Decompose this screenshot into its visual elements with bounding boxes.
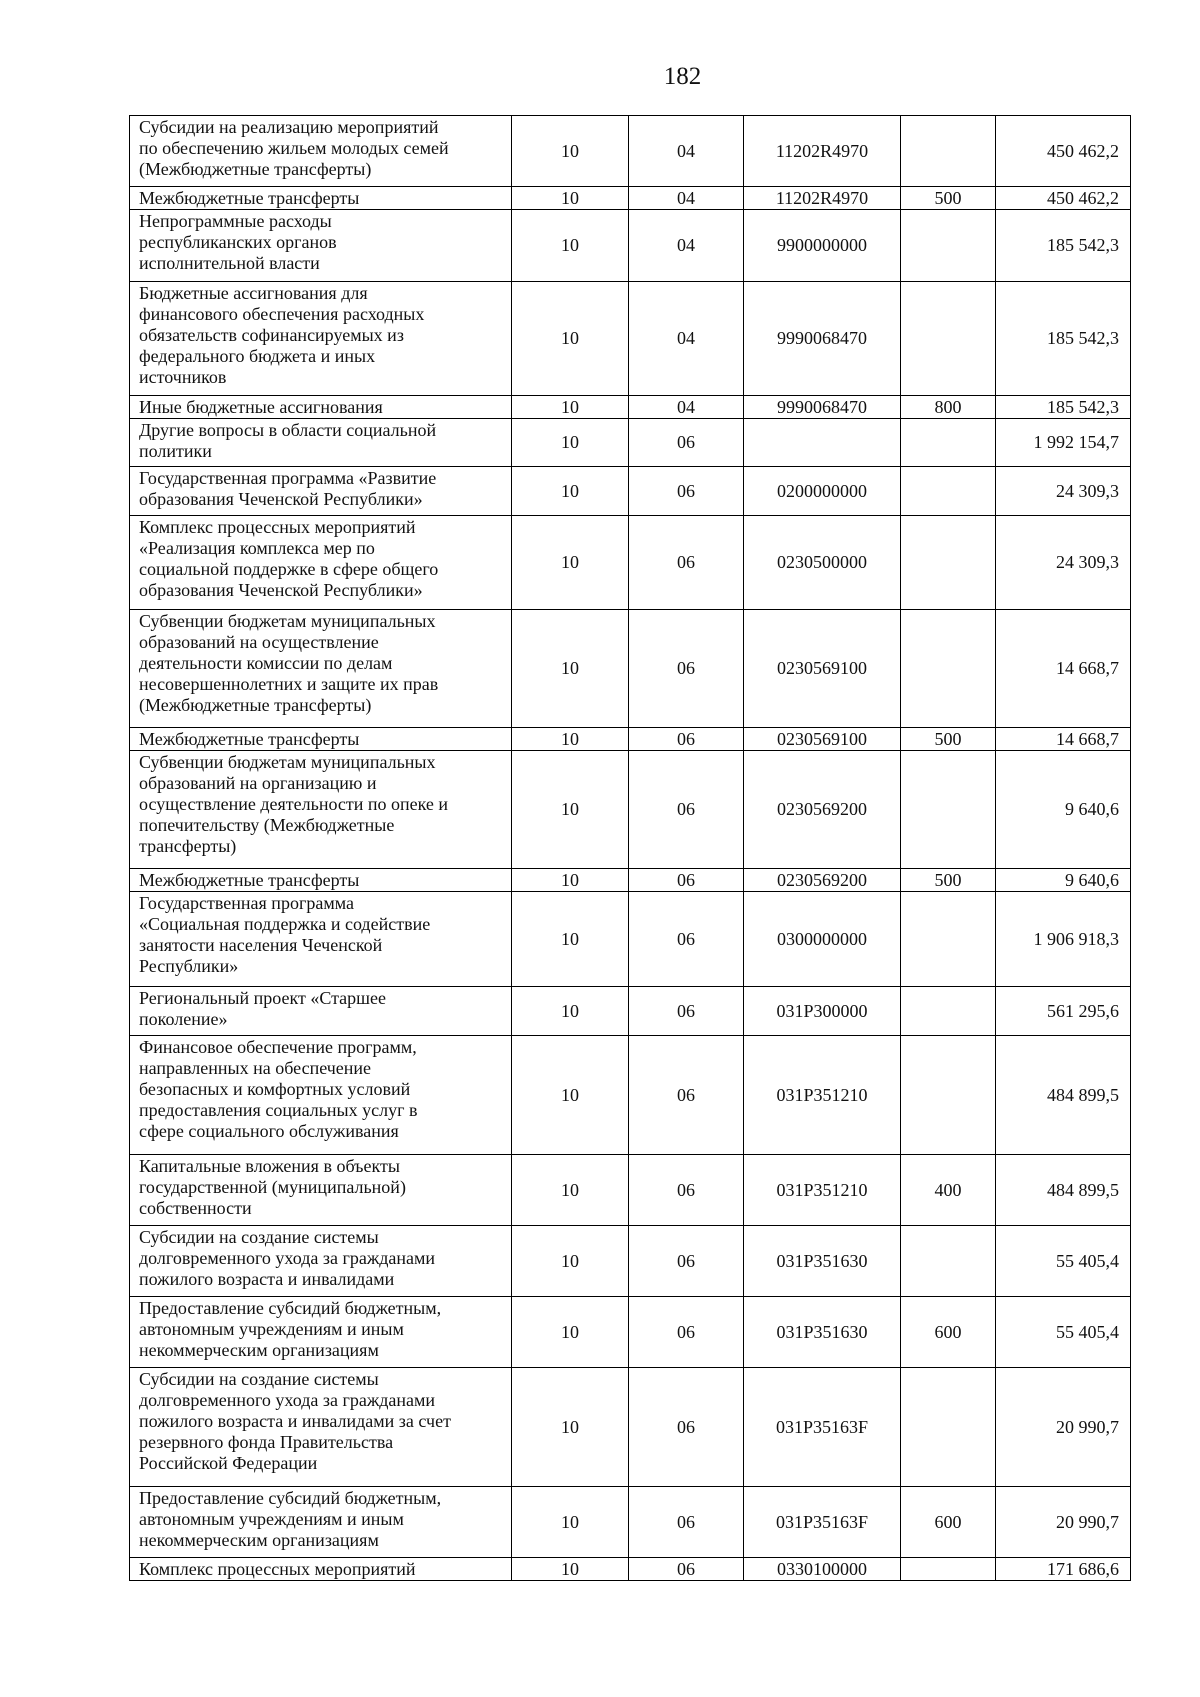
subsection-cell: 06	[629, 728, 744, 751]
row-name-line: образований на организацию и	[139, 773, 377, 793]
section-cell: 10	[512, 282, 629, 396]
row-name-line: Субсидии на создание системы	[139, 1227, 379, 1247]
section-cell: 10	[512, 516, 629, 610]
row-name-cell	[130, 419, 512, 467]
row-name-line: некоммерческим организациям	[139, 1530, 379, 1550]
table-row	[130, 1558, 1131, 1581]
subsection-cell: 06	[629, 1036, 744, 1155]
subsection-cell: 06	[629, 1487, 744, 1558]
target-article-cell: 031P35163F	[744, 1368, 901, 1487]
amount-cell: 24 309,3	[996, 467, 1131, 516]
row-name-line: Непрограммные расходы	[139, 211, 332, 231]
row-name-line: Субсидии на создание системы	[139, 1369, 379, 1389]
target-article-cell: 0230500000	[744, 516, 901, 610]
row-name-cell	[130, 987, 512, 1036]
budget-table-body	[130, 116, 1131, 1581]
target-article-cell: 031P351630	[744, 1297, 901, 1368]
amount-cell: 171 686,6	[996, 1558, 1131, 1581]
row-name-cell	[130, 1226, 512, 1297]
budget-table	[129, 115, 1131, 1581]
page-number: 182	[663, 63, 702, 90]
expense-type-cell	[901, 1558, 996, 1581]
target-article-cell: 9900000000	[744, 210, 901, 282]
subsection-cell: 06	[629, 869, 744, 892]
row-name-cell	[130, 751, 512, 869]
row-name-cell	[130, 1368, 512, 1487]
amount-cell: 561 295,6	[996, 987, 1131, 1036]
section-cell: 10	[512, 396, 629, 419]
row-name-line: резервного фонда Правительства	[139, 1432, 394, 1452]
row-name-line: трансферты)	[139, 836, 237, 856]
row-name-line: Субвенции бюджетам муниципальных	[139, 611, 436, 631]
section-cell: 10	[512, 1487, 629, 1558]
amount-cell: 185 542,3	[996, 282, 1131, 396]
section-cell: 10	[512, 419, 629, 467]
target-article-cell: 0230569100	[744, 610, 901, 728]
row-name-line: Другие вопросы в области социальной	[139, 420, 437, 440]
row-name-line: поколение»	[139, 1009, 228, 1029]
row-name-cell	[130, 282, 512, 396]
expense-type-cell	[901, 516, 996, 610]
subsection-cell: 06	[629, 1297, 744, 1368]
target-article-cell: 0200000000	[744, 467, 901, 516]
section-cell: 10	[512, 869, 629, 892]
row-name-cell	[130, 1297, 512, 1368]
row-name-line: безопасных и комфортных условий	[139, 1079, 411, 1099]
row-name-cell	[130, 116, 512, 187]
row-name-line: Российской Федерации	[139, 1453, 318, 1473]
row-name-line: попечительству (Межбюджетные	[139, 815, 395, 835]
row-name-line: (Межбюджетные трансферты)	[139, 159, 372, 179]
subsection-cell: 04	[629, 282, 744, 396]
row-name-line: Государственная программа	[139, 893, 354, 913]
target-article-cell: 0230569200	[744, 869, 901, 892]
row-name-line: «Социальная поддержка и содействие	[139, 914, 431, 934]
row-name-cell	[130, 1558, 512, 1581]
section-cell: 10	[512, 1558, 629, 1581]
row-name-line: федерального бюджета и иных	[139, 346, 376, 366]
target-article-cell: 031P35163F	[744, 1487, 901, 1558]
row-name-cell	[130, 467, 512, 516]
amount-cell: 185 542,3	[996, 210, 1131, 282]
row-name-line: Капитальные вложения в объекты	[139, 1156, 400, 1176]
amount-cell: 14 668,7	[996, 728, 1131, 751]
row-name-cell	[130, 1155, 512, 1226]
row-name-line: Субсидии на реализацию мероприятий	[139, 117, 439, 137]
row-name-cell	[130, 728, 512, 751]
row-name-line: республиканских органов	[139, 232, 337, 252]
row-name-line: социальной поддержке в сфере общего	[139, 559, 439, 579]
table-row	[130, 610, 1131, 728]
row-name-line: (Межбюджетные трансферты)	[139, 695, 372, 715]
target-article-cell: 9990068470	[744, 282, 901, 396]
amount-cell: 20 990,7	[996, 1368, 1131, 1487]
row-name-line: пожилого возраста и инвалидами за счет	[139, 1411, 451, 1431]
expense-type-cell: 400	[901, 1155, 996, 1226]
row-name-line: образования Чеченской Республики»	[139, 580, 423, 600]
table-row	[130, 516, 1131, 610]
row-name-line: собственности	[139, 1198, 252, 1218]
subsection-cell: 06	[629, 467, 744, 516]
expense-type-cell	[901, 1368, 996, 1487]
target-article-cell: 031P351630	[744, 1226, 901, 1297]
expense-type-cell: 500	[901, 728, 996, 751]
section-cell: 10	[512, 116, 629, 187]
row-name-line: Субвенции бюджетам муниципальных	[139, 752, 436, 772]
target-article-cell	[744, 419, 901, 467]
amount-cell: 1 992 154,7	[996, 419, 1131, 467]
table-row	[130, 892, 1131, 987]
row-name-line: занятости населения Чеченской	[139, 935, 383, 955]
target-article-cell: 11202R4970	[744, 116, 901, 187]
subsection-cell: 06	[629, 516, 744, 610]
table-row	[130, 396, 1131, 419]
table-row	[130, 116, 1131, 187]
row-name-cell	[130, 516, 512, 610]
expense-type-cell	[901, 892, 996, 987]
table-row	[130, 1487, 1131, 1558]
row-name-line: Межбюджетные трансферты	[139, 188, 360, 208]
section-cell: 10	[512, 210, 629, 282]
row-name-line: по обеспечению жильем молодых семей	[139, 138, 449, 158]
section-cell: 10	[512, 610, 629, 728]
section-cell: 10	[512, 1297, 629, 1368]
subsection-cell: 06	[629, 1368, 744, 1487]
expense-type-cell: 600	[901, 1487, 996, 1558]
row-name-line: Комплекс процессных мероприятий	[139, 517, 416, 537]
table-row	[130, 1368, 1131, 1487]
amount-cell: 484 899,5	[996, 1036, 1131, 1155]
row-name-line: Иные бюджетные ассигнования	[139, 397, 383, 417]
row-name-line: финансового обеспечения расходных	[139, 304, 425, 324]
expense-type-cell	[901, 210, 996, 282]
expense-type-cell	[901, 751, 996, 869]
expense-type-cell	[901, 282, 996, 396]
table-row	[130, 1036, 1131, 1155]
row-name-line: Финансовое обеспечение программ,	[139, 1037, 417, 1057]
amount-cell: 14 668,7	[996, 610, 1131, 728]
row-name-line: Государственная программа «Развитие	[139, 468, 437, 488]
row-name-line: образований на осуществление	[139, 632, 379, 652]
row-name-line: Предоставление субсидий бюджетным,	[139, 1488, 442, 1508]
subsection-cell: 06	[629, 1558, 744, 1581]
section-cell: 10	[512, 1368, 629, 1487]
row-name-line: исполнительной власти	[139, 253, 320, 273]
section-cell: 10	[512, 728, 629, 751]
amount-cell: 484 899,5	[996, 1155, 1131, 1226]
row-name-line: Межбюджетные трансферты	[139, 870, 360, 890]
section-cell: 10	[512, 1226, 629, 1297]
row-name-cell	[130, 187, 512, 210]
table-row	[130, 987, 1131, 1036]
row-name-line: предоставления социальных услуг в	[139, 1100, 418, 1120]
expense-type-cell: 600	[901, 1297, 996, 1368]
table-row	[130, 728, 1131, 751]
row-name-line: Региональный проект «Старшее	[139, 988, 387, 1008]
target-article-cell: 031P351210	[744, 1036, 901, 1155]
amount-cell: 55 405,4	[996, 1226, 1131, 1297]
amount-cell: 9 640,6	[996, 751, 1131, 869]
row-name-cell	[130, 210, 512, 282]
expense-type-cell	[901, 610, 996, 728]
subsection-cell: 06	[629, 751, 744, 869]
subsection-cell: 06	[629, 1155, 744, 1226]
table-row	[130, 467, 1131, 516]
row-name-line: источников	[139, 367, 227, 387]
expense-type-cell: 800	[901, 396, 996, 419]
subsection-cell: 06	[629, 419, 744, 467]
row-name-cell	[130, 1487, 512, 1558]
row-name-line: долговременного ухода за гражданами	[139, 1390, 436, 1410]
row-name-line: некоммерческим организациям	[139, 1340, 379, 1360]
amount-cell: 24 309,3	[996, 516, 1131, 610]
section-cell: 10	[512, 1036, 629, 1155]
row-name-line: сфере социального обслуживания	[139, 1121, 399, 1141]
row-name-line: Предоставление субсидий бюджетным,	[139, 1298, 442, 1318]
expense-type-cell	[901, 419, 996, 467]
amount-cell: 450 462,2	[996, 116, 1131, 187]
amount-cell: 20 990,7	[996, 1487, 1131, 1558]
target-article-cell: 0300000000	[744, 892, 901, 987]
subsection-cell: 04	[629, 187, 744, 210]
expense-type-cell: 500	[901, 869, 996, 892]
row-name-line: образования Чеченской Республики»	[139, 489, 423, 509]
amount-cell: 1 906 918,3	[996, 892, 1131, 987]
section-cell: 10	[512, 187, 629, 210]
subsection-cell: 06	[629, 610, 744, 728]
subsection-cell: 04	[629, 116, 744, 187]
target-article-cell: 11202R4970	[744, 187, 901, 210]
row-name-line: Республики»	[139, 956, 239, 976]
amount-cell: 9 640,6	[996, 869, 1131, 892]
row-name-line: автономным учреждениям и иным	[139, 1509, 404, 1529]
row-name-line: Бюджетные ассигнования для	[139, 283, 368, 303]
table-row	[130, 419, 1131, 467]
subsection-cell: 04	[629, 210, 744, 282]
row-name-line: автономным учреждениям и иным	[139, 1319, 404, 1339]
table-row	[130, 1155, 1131, 1226]
row-name-line: пожилого возраста и инвалидами	[139, 1269, 395, 1289]
section-cell: 10	[512, 1155, 629, 1226]
section-cell: 10	[512, 987, 629, 1036]
table-row	[130, 751, 1131, 869]
row-name-line: политики	[139, 441, 212, 461]
subsection-cell: 04	[629, 396, 744, 419]
row-name-line: направленных на обеспечение	[139, 1058, 372, 1078]
table-row	[130, 210, 1131, 282]
section-cell: 10	[512, 751, 629, 869]
target-article-cell: 0230569200	[744, 751, 901, 869]
target-article-cell: 0330100000	[744, 1558, 901, 1581]
row-name-cell	[130, 396, 512, 419]
subsection-cell: 06	[629, 1226, 744, 1297]
section-cell: 10	[512, 892, 629, 987]
row-name-cell	[130, 869, 512, 892]
target-article-cell: 9990068470	[744, 396, 901, 419]
expense-type-cell	[901, 116, 996, 187]
row-name-line: «Реализация комплекса мер по	[139, 538, 375, 558]
expense-type-cell	[901, 467, 996, 516]
section-cell: 10	[512, 467, 629, 516]
subsection-cell: 06	[629, 987, 744, 1036]
expense-type-cell	[901, 987, 996, 1036]
row-name-line: осуществление деятельности по опеке и	[139, 794, 449, 814]
row-name-cell	[130, 892, 512, 987]
table-row	[130, 1297, 1131, 1368]
subsection-cell: 06	[629, 892, 744, 987]
table-row	[130, 187, 1131, 210]
expense-type-cell	[901, 1036, 996, 1155]
row-name-line: государственной (муниципальной)	[139, 1177, 406, 1197]
target-article-cell: 0230569100	[744, 728, 901, 751]
row-name-line: долговременного ухода за гражданами	[139, 1248, 436, 1268]
expense-type-cell	[901, 1226, 996, 1297]
row-name-line: обязательств софинансируемых из	[139, 325, 404, 345]
amount-cell: 55 405,4	[996, 1297, 1131, 1368]
row-name-line: деятельности комиссии по делам	[139, 653, 393, 673]
row-name-cell	[130, 610, 512, 728]
amount-cell: 185 542,3	[996, 396, 1131, 419]
row-name-line: несовершеннолетних и защите их прав	[139, 674, 439, 694]
row-name-cell	[130, 1036, 512, 1155]
row-name-line: Комплекс процессных мероприятий	[139, 1559, 416, 1579]
target-article-cell: 031P351210	[744, 1155, 901, 1226]
table-row	[130, 282, 1131, 396]
amount-cell: 450 462,2	[996, 187, 1131, 210]
target-article-cell: 031P300000	[744, 987, 901, 1036]
table-row	[130, 1226, 1131, 1297]
row-name-line: Межбюджетные трансферты	[139, 729, 360, 749]
expense-type-cell: 500	[901, 187, 996, 210]
table-row	[130, 869, 1131, 892]
